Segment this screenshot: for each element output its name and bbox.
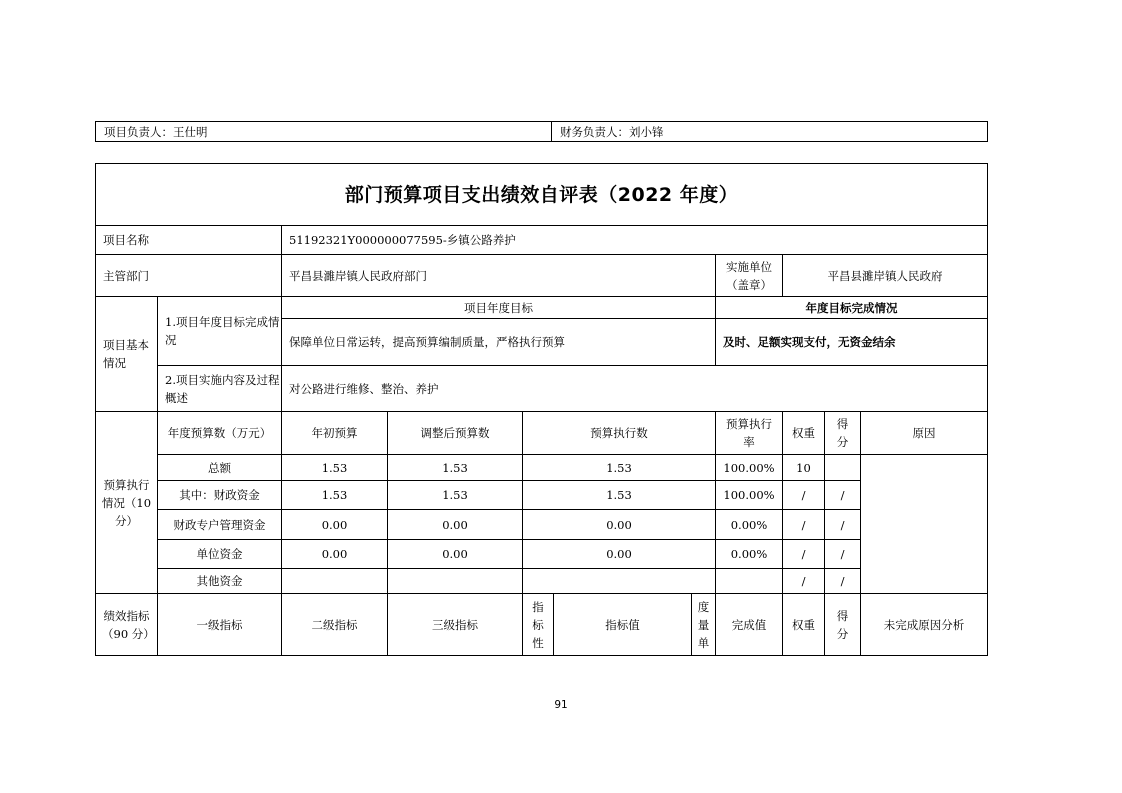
level1-header: 一级指标 [158,594,282,656]
row-weight: / [783,481,825,510]
reason-header: 原因 [861,412,988,455]
perf-score-header: 得分 [825,594,861,656]
finance-leader: 财务负责人：刘小锋 [552,122,988,142]
project-name-value: 51192321Y000000077595-乡镇公路养护 [282,226,988,255]
row-adjusted: 1.53 [388,455,523,481]
row-initial [282,569,388,594]
row-rate: 0.00% [716,540,783,569]
row-executed: 1.53 [523,455,716,481]
analysis-header: 未完成原因分析 [861,594,988,656]
row-rate [716,569,783,594]
goal-header: 项目年度目标 [282,297,716,319]
header-table [95,121,988,142]
row-rate: 0.00% [716,510,783,540]
dept-value: 平昌县濉岸镇人民政府部门 [282,255,716,297]
row-initial: 0.00 [282,540,388,569]
row-score: / [825,569,861,594]
row-score: / [825,540,861,569]
content-text: 对公路进行维修、整治、养护 [282,366,988,412]
performance-table [95,163,988,656]
row-executed [523,569,716,594]
row-adjusted: 1.53 [388,481,523,510]
reason-cell [861,455,988,594]
row-label: 总额 [158,455,282,481]
impl-unit-label [716,255,783,297]
basic-section-label: 项目基本情况 [96,297,158,412]
impl-unit-value: 平昌县濉岸镇人民政府 [783,255,988,297]
row-score: / [825,481,861,510]
row-adjusted: 0.00 [388,510,523,540]
page-title: 部门预算项目支出绩效自评表（2022 年度） [96,164,988,226]
weight-header: 权重 [783,412,825,455]
table-row [96,569,988,594]
content-label: 2.项目实施内容及过程概述 [158,366,282,412]
annual-budget-header: 年度预算数（万元） [158,412,282,455]
row-label: 财政专户管理资金 [158,510,282,540]
row-score: / [825,510,861,540]
budget-section-label: 预算执行情况（10 分） [96,412,158,594]
impl-label-line2: （盖章） [726,277,772,292]
goal-label: 1.项目年度目标完成情况 [158,297,282,366]
completion-header: 年度目标完成情况 [716,297,988,319]
goal-text: 保障单位日常运转，提高预算编制质量，严格执行预算 [282,319,716,366]
perf-weight-header: 权重 [783,594,825,656]
row-score [825,455,861,481]
row-label: 其中：财政资金 [158,481,282,510]
row-adjusted: 0.00 [388,540,523,569]
row-adjusted [388,569,523,594]
row-label: 其他资金 [158,569,282,594]
table-row [96,481,988,510]
row-weight: / [783,569,825,594]
unit-header: 度量单 [692,594,716,656]
level2-header: 二级指标 [282,594,388,656]
done-header: 完成值 [716,594,783,656]
rate-header: 预算执行率 [716,412,783,455]
performance-section-label: 绩效指标（90 分） [96,594,158,656]
row-executed: 0.00 [523,540,716,569]
row-rate: 100.00% [716,481,783,510]
initial-budget-header: 年初预算 [282,412,388,455]
row-weight: / [783,540,825,569]
row-weight: / [783,510,825,540]
value-header: 指标值 [554,594,692,656]
row-initial: 0.00 [282,510,388,540]
nature-header: 指标性 [523,594,554,656]
table-row [96,510,988,540]
level3-header: 三级指标 [388,594,523,656]
row-executed: 1.53 [523,481,716,510]
row-rate: 100.00% [716,455,783,481]
page-number: 91 [554,699,568,711]
table-row [96,455,988,481]
dept-label: 主管部门 [96,255,282,297]
completion-text: 及时、足额实现支付，无资金结余 [716,319,988,366]
project-leader: 项目负责人：王仕明 [96,122,552,142]
row-initial: 1.53 [282,455,388,481]
row-executed: 0.00 [523,510,716,540]
impl-label-line1: 实施单位 [726,259,772,274]
project-name-label: 项目名称 [96,226,282,255]
row-label: 单位资金 [158,540,282,569]
row-initial: 1.53 [282,481,388,510]
row-weight: 10 [783,455,825,481]
table-row [96,540,988,569]
executed-budget-header: 预算执行数 [523,412,716,455]
score-header: 得分 [825,412,861,455]
adjusted-budget-header: 调整后预算数 [388,412,523,455]
